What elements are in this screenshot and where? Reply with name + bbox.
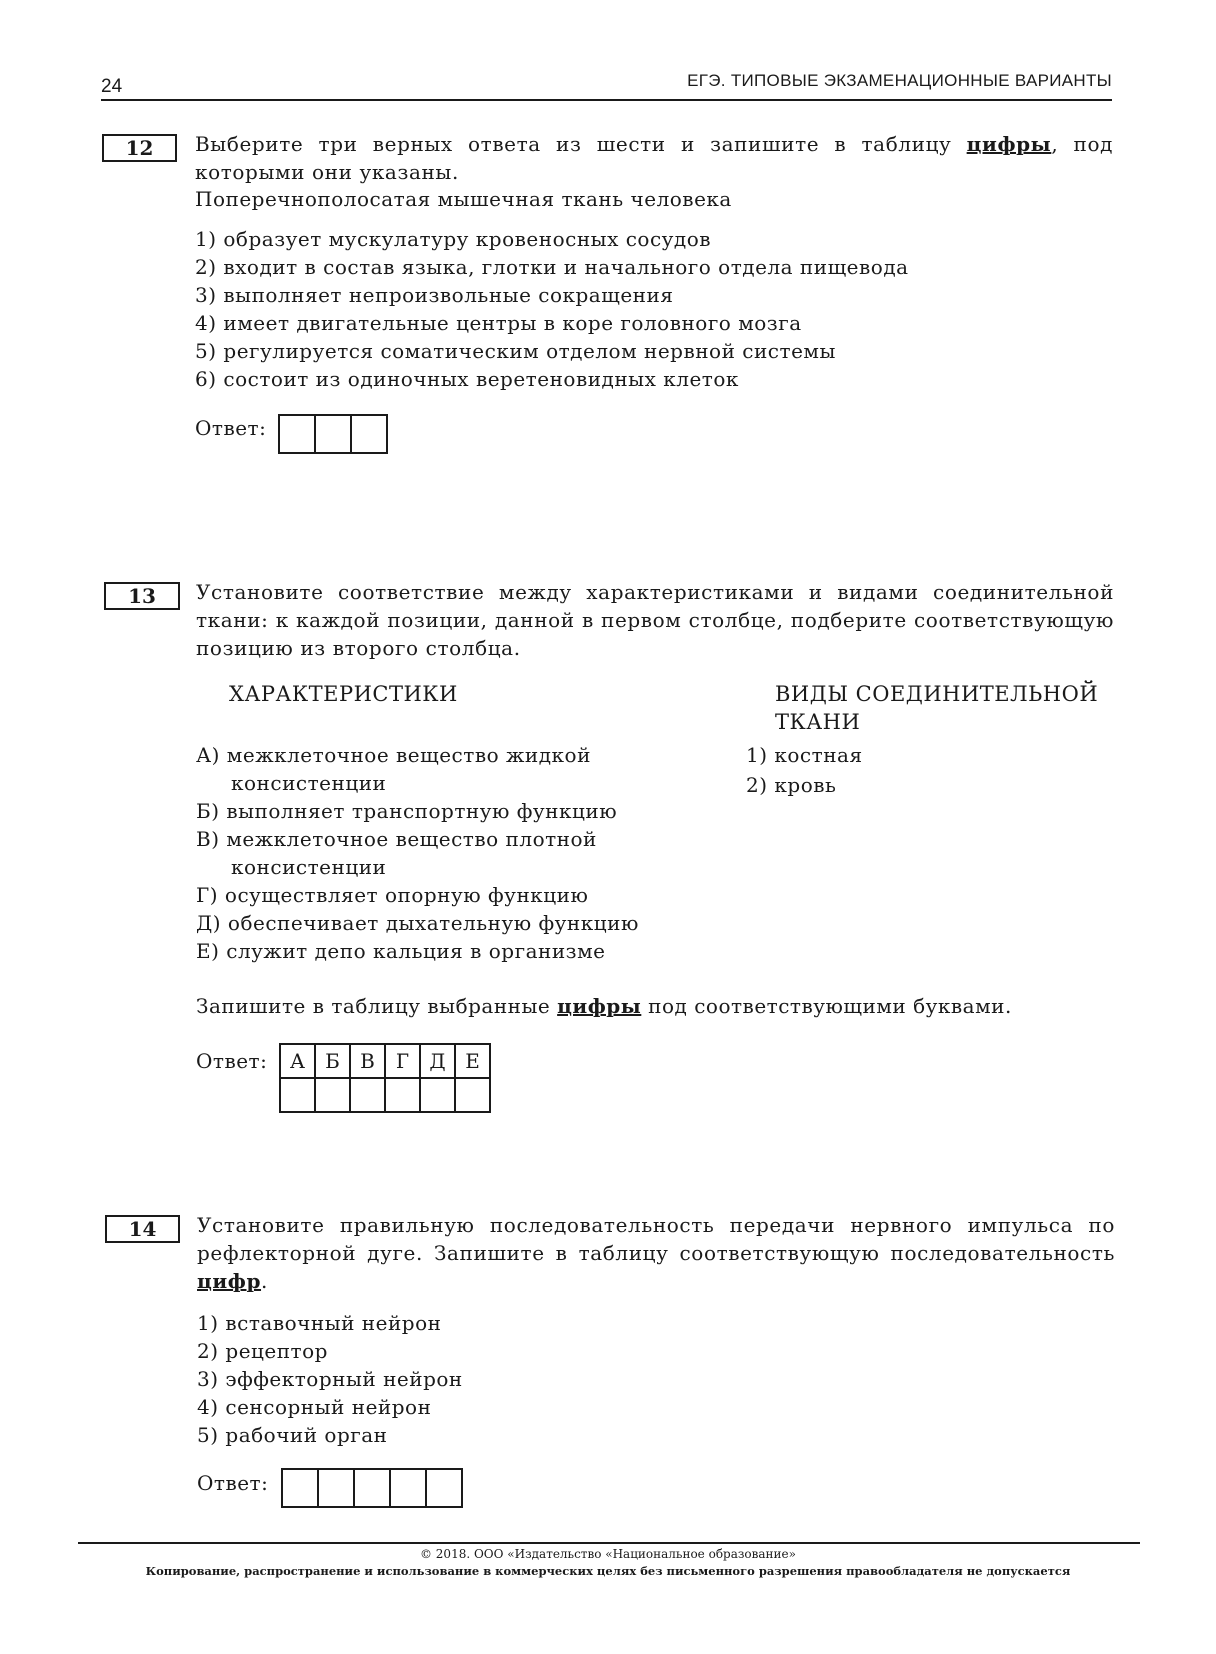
answer-table-letter: Д (420, 1044, 455, 1078)
task-12-text-emph: цифры (966, 132, 1052, 156)
answer-cell[interactable] (420, 1078, 455, 1112)
running-title: ЕГЭ. ТИПОВЫЕ ЭКЗАМЕНАЦИОННЫЕ ВАРИАНТЫ (687, 71, 1112, 90)
task-12-stem: Поперечнополосатая мышечная ткань человека (195, 187, 732, 211)
task-13-char-g: Г) осуществляет опорную функцию (196, 883, 589, 907)
task-14-option-5: 5) рабочий орган (197, 1423, 388, 1447)
task-14-number: 14 (105, 1215, 180, 1243)
task-14-option-4: 4) сенсорный нейрон (197, 1395, 432, 1419)
task-13-instruction-after: под соответствующими буквами. (641, 994, 1012, 1018)
answer-cell[interactable] (455, 1078, 490, 1112)
task-13-instruction-before: Запишите в таблицу выбранные (196, 994, 558, 1018)
task-12-answer-boxes[interactable] (278, 414, 388, 454)
answer-cell[interactable] (427, 1470, 461, 1506)
task-13-instruction-emph: цифры (557, 994, 642, 1018)
task-12-option-1: 1) образует мускулатуру кровеносных сосудов (195, 227, 712, 251)
task-12-text (195, 130, 1113, 186)
task-12-text-after: , под которыми они указаны. (195, 132, 1113, 184)
task-14-text-main: Установите правильную последовательность передачи нервного импульса по рефлекторной дуге. Запишите в таблицу соответствующую последовательность (197, 1213, 1115, 1265)
answer-table-letter: А (280, 1044, 315, 1078)
answer-cell[interactable] (355, 1470, 391, 1506)
header-rule (101, 99, 1112, 101)
task-13-answer-table[interactable] (279, 1043, 491, 1113)
task-13-char-v-cont: консистенции (231, 855, 387, 879)
task-14-text (197, 1211, 1115, 1295)
answer-cell[interactable] (280, 1078, 315, 1112)
task-14-option-3: 3) эффекторный нейрон (197, 1367, 463, 1391)
task-13-number: 13 (104, 582, 180, 610)
answer-table-input-row[interactable] (280, 1078, 490, 1112)
answer-cell[interactable] (316, 416, 352, 452)
answer-cell[interactable] (350, 1078, 385, 1112)
answer-table-letter: Б (315, 1044, 350, 1078)
task-13-type-2: 2) кровь (746, 773, 837, 797)
answer-cell[interactable] (385, 1078, 420, 1112)
task-13-char-d: Д) обеспечивает дыхательную функцию (196, 911, 639, 935)
footer-copyright: © 2018. ООО «Издательство «Национальное образование» (419, 1547, 796, 1561)
task-13-char-a-cont: консистенции (231, 771, 387, 795)
task-12-answer-label: Ответ: (195, 416, 267, 440)
task-12-option-5: 5) регулируется соматическим отделом нервной системы (195, 339, 836, 363)
task-13-text: Установите соответствие между характеристиками и видами соединительной ткани: к каждой позиции, данной в первом столбце, подберите соответствующую позицию из второго столбца. (196, 580, 1114, 660)
answer-cell[interactable] (280, 416, 316, 452)
task-13-col2-header-line2: ТКАНИ (775, 710, 861, 734)
task-13-char-a: А) межклеточное вещество жидкой (196, 743, 591, 767)
answer-table-letter: В (350, 1044, 385, 1078)
task-13-type-1: 1) костная (746, 743, 863, 767)
footer-rule (78, 1542, 1140, 1544)
task-12-option-3: 3) выполняет непроизвольные сокращения (195, 283, 674, 307)
page-number: 24 (101, 76, 123, 97)
answer-table-letter: Г (385, 1044, 420, 1078)
answer-cell[interactable] (391, 1470, 427, 1506)
task-14-text-end: . (261, 1269, 268, 1293)
task-13-char-b: Б) выполняет транспортную функцию (196, 799, 618, 823)
answer-table-header-row (280, 1044, 490, 1078)
task-13-instruction (196, 994, 1012, 1018)
footer-notice: Копирование, распространение и использование в коммерческих целях без письменного разрешения правообладателя не допускается (145, 1564, 1071, 1578)
task-13-char-e: Е) служит депо кальция в организме (196, 939, 606, 963)
answer-cell[interactable] (315, 1078, 350, 1112)
answer-cell[interactable] (283, 1470, 319, 1506)
task-14-option-2: 2) рецептор (197, 1339, 328, 1363)
task-14-option-1: 1) вставочный нейрон (197, 1311, 442, 1335)
task-13-col2-header-line1: ВИДЫ СОЕДИНИТЕЛЬНОЙ (775, 682, 1099, 706)
task-14-answer-label: Ответ: (197, 1471, 269, 1495)
task-14-answer-boxes[interactable] (281, 1468, 463, 1508)
answer-cell[interactable] (352, 416, 386, 452)
task-13-answer-label: Ответ: (196, 1049, 268, 1073)
answer-table-letter: Е (455, 1044, 490, 1078)
task-12-option-2: 2) входит в состав языка, глотки и начального отдела пищевода (195, 255, 909, 279)
task-12-option-4: 4) имеет двигательные центры в коре головного мозга (195, 311, 802, 335)
task-12-option-6: 6) состоит из одиночных веретеновидных клеток (195, 367, 739, 391)
task-13-col1-header: ХАРАКТЕРИСТИКИ (229, 682, 458, 706)
task-12-text-before: Выберите три верных ответа из шести и запишите в таблицу (195, 132, 967, 156)
task-13-char-v: В) межклеточное вещество плотной (196, 827, 597, 851)
task-12-number: 12 (102, 134, 177, 162)
task-14-text-emph: цифр (197, 1269, 262, 1293)
answer-cell[interactable] (319, 1470, 355, 1506)
